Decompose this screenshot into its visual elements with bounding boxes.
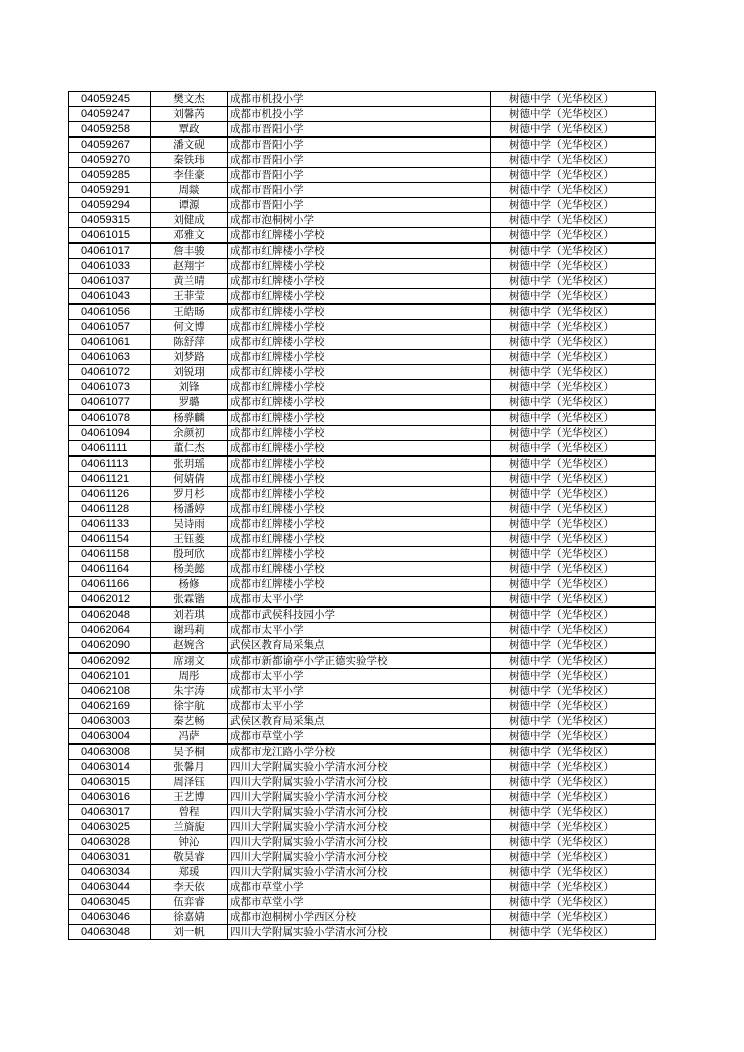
- table-row: [69, 517, 656, 532]
- table-row: [69, 213, 656, 228]
- student-name-cell: 杨美懿: [151, 562, 228, 577]
- campus-cell: 树德中学（光华校区）: [491, 895, 656, 910]
- student-name-cell: 周彤: [151, 669, 228, 684]
- campus-cell: 树德中学（光华校区）: [491, 760, 656, 775]
- student-name-cell: 赵婉含: [151, 638, 228, 654]
- student-id-cell: 04061094: [69, 426, 151, 441]
- student-name-cell: 吴予桐: [151, 744, 228, 760]
- student-id-cell: 04061133: [69, 517, 151, 532]
- school-cell: 成都市草堂小学: [228, 880, 491, 895]
- campus-cell: 树德中学（光华校区）: [491, 547, 656, 562]
- table-row: [69, 153, 656, 168]
- campus-cell: 树德中学（光华校区）: [491, 92, 656, 107]
- student-id-cell: 04061073: [69, 380, 151, 395]
- student-name-cell: 罗月杉: [151, 487, 228, 502]
- table-row: [69, 910, 656, 925]
- student-id-cell: 04062101: [69, 669, 151, 684]
- student-id-cell: 04063045: [69, 895, 151, 910]
- campus-cell: 树德中学（光华校区）: [491, 669, 656, 684]
- student-name-cell: 王艺博: [151, 790, 228, 805]
- table-row: [69, 699, 656, 714]
- campus-cell: 树德中学（光华校区）: [491, 380, 656, 395]
- table-row: [69, 320, 656, 335]
- student-id-cell: 04059245: [69, 92, 151, 107]
- school-cell: 成都市红牌楼小学校: [228, 410, 491, 426]
- table-row: [69, 472, 656, 487]
- school-cell: 武侯区教育局采集点: [228, 638, 491, 654]
- student-id-cell: 04063031: [69, 850, 151, 865]
- campus-cell: 树德中学（光华校区）: [491, 304, 656, 320]
- student-name-cell: 刘若琪: [151, 607, 228, 623]
- school-cell: 成都市红牌楼小学校: [228, 243, 491, 259]
- student-name-cell: 冯萨: [151, 729, 228, 745]
- school-cell: 成都市红牌楼小学校: [228, 532, 491, 547]
- student-id-cell: 04059315: [69, 213, 151, 228]
- student-name-cell: 刘锐珝: [151, 365, 228, 380]
- campus-cell: 树德中学（光华校区）: [491, 320, 656, 335]
- campus-cell: 树德中学（光华校区）: [491, 850, 656, 865]
- student-id-cell: 04061056: [69, 304, 151, 320]
- campus-cell: 树德中学（光华校区）: [491, 577, 656, 592]
- school-cell: 四川大学附属实验小学清水河分校: [228, 835, 491, 850]
- table-row: [69, 880, 656, 895]
- student-name-cell: 杨骅麟: [151, 410, 228, 426]
- table-row: [69, 820, 656, 835]
- student-id-cell: 04062108: [69, 684, 151, 699]
- student-name-cell: 谢玛莉: [151, 623, 228, 638]
- campus-cell: 树德中学（光华校区）: [491, 835, 656, 850]
- student-name-cell: 秦艺畅: [151, 714, 228, 729]
- table-row: [69, 760, 656, 775]
- campus-cell: 树德中学（光华校区）: [491, 714, 656, 729]
- table-row: [69, 304, 656, 320]
- table-row: [69, 380, 656, 395]
- student-id-cell: 04061158: [69, 547, 151, 562]
- campus-cell: 树德中学（光华校区）: [491, 775, 656, 790]
- campus-cell: 树德中学（光华校区）: [491, 137, 656, 153]
- student-id-cell: 04059285: [69, 168, 151, 183]
- campus-cell: 树德中学（光华校区）: [491, 653, 656, 669]
- school-cell: 武侯区教育局采集点: [228, 714, 491, 729]
- table-row: [69, 623, 656, 638]
- campus-cell: 树德中学（光华校区）: [491, 426, 656, 441]
- campus-cell: 树德中学（光华校区）: [491, 274, 656, 289]
- school-cell: 成都市红牌楼小学校: [228, 304, 491, 320]
- school-cell: 成都市泡桐树小学: [228, 213, 491, 228]
- table-row: [69, 805, 656, 820]
- school-cell: 成都市晋阳小学: [228, 168, 491, 183]
- table-row: [69, 243, 656, 259]
- student-name-cell: 覃政: [151, 122, 228, 138]
- campus-cell: 树德中学（光华校区）: [491, 790, 656, 805]
- student-name-cell: 刘馨芮: [151, 107, 228, 122]
- campus-cell: 树德中学（光华校区）: [491, 607, 656, 623]
- student-id-cell: 04062048: [69, 607, 151, 623]
- table-row: [69, 653, 656, 669]
- table-row: [69, 744, 656, 760]
- school-cell: 成都市红牌楼小学校: [228, 380, 491, 395]
- table-row: [69, 92, 656, 107]
- student-name-cell: 潘文砚: [151, 137, 228, 153]
- campus-cell: 树德中学（光华校区）: [491, 562, 656, 577]
- student-name-cell: 刘健成: [151, 213, 228, 228]
- table-row: [69, 410, 656, 426]
- student-id-cell: 04061015: [69, 228, 151, 244]
- school-cell: 成都市晋阳小学: [228, 153, 491, 168]
- school-cell: 成都市红牌楼小学校: [228, 456, 491, 472]
- campus-cell: 树德中学（光华校区）: [491, 153, 656, 168]
- school-cell: 四川大学附属实验小学清水河分校: [228, 805, 491, 820]
- table-row: [69, 562, 656, 577]
- student-name-cell: 赵翔宇: [151, 259, 228, 274]
- student-name-cell: 罗璐: [151, 395, 228, 411]
- student-id-cell: 04061043: [69, 289, 151, 305]
- school-cell: 成都市龙江路小学分校: [228, 744, 491, 760]
- school-cell: 四川大学附属实验小学清水河分校: [228, 775, 491, 790]
- campus-cell: 树德中学（光华校区）: [491, 925, 656, 940]
- school-cell: 成都市红牌楼小学校: [228, 350, 491, 365]
- school-cell: 成都市红牌楼小学校: [228, 259, 491, 274]
- student-id-cell: 04059247: [69, 107, 151, 122]
- campus-cell: 树德中学（光华校区）: [491, 168, 656, 183]
- student-id-cell: 04063034: [69, 865, 151, 880]
- student-id-cell: 04061063: [69, 350, 151, 365]
- student-id-cell: 04063004: [69, 729, 151, 745]
- school-cell: 四川大学附属实验小学清水河分校: [228, 850, 491, 865]
- student-id-cell: 04061061: [69, 335, 151, 350]
- student-id-cell: 04061078: [69, 410, 151, 426]
- student-id-cell: 04061057: [69, 320, 151, 335]
- student-id-cell: 04063028: [69, 835, 151, 850]
- student-name-cell: 刘一帆: [151, 925, 228, 940]
- student-id-cell: 04061154: [69, 532, 151, 547]
- school-cell: 成都市红牌楼小学校: [228, 395, 491, 411]
- student-id-cell: 04062012: [69, 592, 151, 608]
- table-row: [69, 729, 656, 745]
- school-cell: 成都市红牌楼小学校: [228, 562, 491, 577]
- school-cell: 成都市机投小学: [228, 107, 491, 122]
- student-name-cell: 陈舒萍: [151, 335, 228, 350]
- school-cell: 成都市红牌楼小学校: [228, 502, 491, 517]
- student-name-cell: 樊文杰: [151, 92, 228, 107]
- campus-cell: 树德中学（光华校区）: [491, 228, 656, 244]
- campus-cell: 树德中学（光华校区）: [491, 532, 656, 547]
- campus-cell: 树德中学（光华校区）: [491, 880, 656, 895]
- table-row: [69, 395, 656, 411]
- campus-cell: 树德中学（光华校区）: [491, 623, 656, 638]
- table-row: [69, 790, 656, 805]
- table-row: [69, 137, 656, 153]
- student-name-cell: 兰旖旎: [151, 820, 228, 835]
- student-name-cell: 黄兰晴: [151, 274, 228, 289]
- school-cell: 成都市红牌楼小学校: [228, 426, 491, 441]
- table-row: [69, 456, 656, 472]
- campus-cell: 树德中学（光华校区）: [491, 456, 656, 472]
- student-name-cell: 周燚: [151, 183, 228, 198]
- campus-cell: 树德中学（光华校区）: [491, 441, 656, 457]
- student-name-cell: 余颜初: [151, 426, 228, 441]
- student-name-cell: 徐宇航: [151, 699, 228, 714]
- student-id-cell: 04062092: [69, 653, 151, 669]
- table-row: [69, 335, 656, 350]
- table-row: [69, 638, 656, 654]
- student-id-cell: 04063015: [69, 775, 151, 790]
- table-row: [69, 592, 656, 608]
- campus-cell: 树德中学（光华校区）: [491, 289, 656, 305]
- school-cell: 四川大学附属实验小学清水河分校: [228, 760, 491, 775]
- student-id-cell: 04059270: [69, 153, 151, 168]
- student-name-cell: 董仁杰: [151, 441, 228, 457]
- school-cell: 成都市红牌楼小学校: [228, 335, 491, 350]
- campus-cell: 树德中学（光华校区）: [491, 744, 656, 760]
- table-row: [69, 259, 656, 274]
- student-id-cell: 04061072: [69, 365, 151, 380]
- school-cell: 成都市机投小学: [228, 92, 491, 107]
- student-id-cell: 04061128: [69, 502, 151, 517]
- student-id-cell: 04059291: [69, 183, 151, 198]
- student-name-cell: 曾程: [151, 805, 228, 820]
- school-cell: 成都市草堂小学: [228, 729, 491, 745]
- student-name-cell: 邓雅文: [151, 228, 228, 244]
- school-cell: 成都市武侯科技园小学: [228, 607, 491, 623]
- campus-cell: 树德中学（光华校区）: [491, 198, 656, 213]
- student-id-cell: 04063017: [69, 805, 151, 820]
- table-row: [69, 107, 656, 122]
- school-cell: 成都市草堂小学: [228, 895, 491, 910]
- table-row: [69, 895, 656, 910]
- campus-cell: 树德中学（光华校区）: [491, 350, 656, 365]
- student-id-cell: 04063003: [69, 714, 151, 729]
- student-id-cell: 04059294: [69, 198, 151, 213]
- table-row: [69, 835, 656, 850]
- student-name-cell: 王皓旸: [151, 304, 228, 320]
- school-cell: 成都市红牌楼小学校: [228, 517, 491, 532]
- student-id-cell: 04059267: [69, 137, 151, 153]
- student-name-cell: 杨潘婷: [151, 502, 228, 517]
- table-row: [69, 775, 656, 790]
- student-id-cell: 04062090: [69, 638, 151, 654]
- campus-cell: 树德中学（光华校区）: [491, 243, 656, 259]
- campus-cell: 树德中学（光华校区）: [491, 472, 656, 487]
- campus-cell: 树德中学（光华校区）: [491, 592, 656, 608]
- school-cell: 成都市太平小学: [228, 592, 491, 608]
- student-id-cell: 04059258: [69, 122, 151, 138]
- student-id-cell: 04061017: [69, 243, 151, 259]
- student-name-cell: 王钰菱: [151, 532, 228, 547]
- campus-cell: 树德中学（光华校区）: [491, 183, 656, 198]
- student-name-cell: 朱宇涛: [151, 684, 228, 699]
- student-name-cell: 敬昊睿: [151, 850, 228, 865]
- table-row: [69, 365, 656, 380]
- school-cell: 四川大学附属实验小学清水河分校: [228, 865, 491, 880]
- student-name-cell: 钟沁: [151, 835, 228, 850]
- table-row: [69, 502, 656, 517]
- student-id-cell: 04061077: [69, 395, 151, 411]
- student-name-cell: 秦铁玮: [151, 153, 228, 168]
- table-row: [69, 850, 656, 865]
- student-id-cell: 04063044: [69, 880, 151, 895]
- campus-cell: 树德中学（光华校区）: [491, 865, 656, 880]
- table-body: [69, 92, 656, 940]
- student-name-cell: 刘梦路: [151, 350, 228, 365]
- school-cell: 成都市泡桐树小学西区分校: [228, 910, 491, 925]
- campus-cell: 树德中学（光华校区）: [491, 410, 656, 426]
- student-name-cell: 吴诗雨: [151, 517, 228, 532]
- student-name-cell: 张馨月: [151, 760, 228, 775]
- school-cell: 成都市红牌楼小学校: [228, 289, 491, 305]
- campus-cell: 树德中学（光华校区）: [491, 365, 656, 380]
- school-cell: 成都市太平小学: [228, 684, 491, 699]
- school-cell: 成都市红牌楼小学校: [228, 441, 491, 457]
- school-cell: 四川大学附属实验小学清水河分校: [228, 820, 491, 835]
- school-cell: 成都市红牌楼小学校: [228, 577, 491, 592]
- school-cell: 成都市新都谕亭小学正德实验学校: [228, 653, 491, 669]
- table-row: [69, 426, 656, 441]
- table-row: [69, 487, 656, 502]
- school-cell: 成都市晋阳小学: [228, 198, 491, 213]
- campus-cell: 树德中学（光华校区）: [491, 122, 656, 138]
- student-name-cell: 殷珂欣: [151, 547, 228, 562]
- table-row: [69, 669, 656, 684]
- campus-cell: 树德中学（光华校区）: [491, 487, 656, 502]
- student-id-cell: 04062169: [69, 699, 151, 714]
- table-row: [69, 684, 656, 699]
- campus-cell: 树德中学（光华校区）: [491, 820, 656, 835]
- school-cell: 成都市红牌楼小学校: [228, 487, 491, 502]
- table-row: [69, 228, 656, 244]
- student-id-cell: 04063048: [69, 925, 151, 940]
- admission-table: [68, 91, 656, 940]
- campus-cell: 树德中学（光华校区）: [491, 335, 656, 350]
- student-name-cell: 张霖锴: [151, 592, 228, 608]
- table-row: [69, 350, 656, 365]
- student-id-cell: 04061033: [69, 259, 151, 274]
- campus-cell: 树德中学（光华校区）: [491, 805, 656, 820]
- school-cell: 成都市红牌楼小学校: [228, 547, 491, 562]
- school-cell: 成都市晋阳小学: [228, 183, 491, 198]
- table-row: [69, 532, 656, 547]
- school-cell: 成都市太平小学: [228, 623, 491, 638]
- school-cell: 成都市太平小学: [228, 699, 491, 714]
- campus-cell: 树德中学（光华校区）: [491, 502, 656, 517]
- campus-cell: 树德中学（光华校区）: [491, 259, 656, 274]
- table-row: [69, 198, 656, 213]
- student-id-cell: 04063008: [69, 744, 151, 760]
- campus-cell: 树德中学（光华校区）: [491, 107, 656, 122]
- student-name-cell: 席翊文: [151, 653, 228, 669]
- campus-cell: 树德中学（光华校区）: [491, 684, 656, 699]
- school-cell: 成都市红牌楼小学校: [228, 320, 491, 335]
- table-row: [69, 547, 656, 562]
- table-row: [69, 925, 656, 940]
- campus-cell: 树德中学（光华校区）: [491, 395, 656, 411]
- table-row: [69, 577, 656, 592]
- student-id-cell: 04061164: [69, 562, 151, 577]
- school-cell: 成都市红牌楼小学校: [228, 228, 491, 244]
- student-id-cell: 04061166: [69, 577, 151, 592]
- table-row: [69, 122, 656, 138]
- student-name-cell: 李天依: [151, 880, 228, 895]
- table-row: [69, 274, 656, 289]
- student-id-cell: 04061111: [69, 441, 151, 457]
- school-cell: 成都市红牌楼小学校: [228, 472, 491, 487]
- student-id-cell: 04063046: [69, 910, 151, 925]
- campus-cell: 树德中学（光华校区）: [491, 699, 656, 714]
- student-name-cell: 周泽钰: [151, 775, 228, 790]
- student-name-cell: 刘锋: [151, 380, 228, 395]
- table-row: [69, 168, 656, 183]
- student-name-cell: 伍弈睿: [151, 895, 228, 910]
- school-cell: 四川大学附属实验小学清水河分校: [228, 925, 491, 940]
- table-row: [69, 607, 656, 623]
- student-id-cell: 04061126: [69, 487, 151, 502]
- student-id-cell: 04063025: [69, 820, 151, 835]
- campus-cell: 树德中学（光华校区）: [491, 638, 656, 654]
- student-id-cell: 04063016: [69, 790, 151, 805]
- school-cell: 四川大学附属实验小学清水河分校: [228, 790, 491, 805]
- campus-cell: 树德中学（光华校区）: [491, 729, 656, 745]
- student-name-cell: 王菲莹: [151, 289, 228, 305]
- student-id-cell: 04063014: [69, 760, 151, 775]
- student-id-cell: 04061113: [69, 456, 151, 472]
- student-name-cell: 李佳豪: [151, 168, 228, 183]
- student-name-cell: 詹丰骏: [151, 243, 228, 259]
- student-name-cell: 何文博: [151, 320, 228, 335]
- student-name-cell: 谭源: [151, 198, 228, 213]
- student-name-cell: 徐嘉婧: [151, 910, 228, 925]
- student-id-cell: 04062064: [69, 623, 151, 638]
- student-id-cell: 04061037: [69, 274, 151, 289]
- school-cell: 成都市晋阳小学: [228, 137, 491, 153]
- table-row: [69, 183, 656, 198]
- student-name-cell: 何婧倩: [151, 472, 228, 487]
- student-name-cell: 郑瑗: [151, 865, 228, 880]
- school-cell: 成都市太平小学: [228, 669, 491, 684]
- school-cell: 成都市红牌楼小学校: [228, 274, 491, 289]
- table-row: [69, 714, 656, 729]
- campus-cell: 树德中学（光华校区）: [491, 910, 656, 925]
- student-name-cell: 张玥瑶: [151, 456, 228, 472]
- campus-cell: 树德中学（光华校区）: [491, 517, 656, 532]
- student-id-cell: 04061121: [69, 472, 151, 487]
- student-name-cell: 杨修: [151, 577, 228, 592]
- table-row: [69, 289, 656, 305]
- campus-cell: 树德中学（光华校区）: [491, 213, 656, 228]
- table-row: [69, 865, 656, 880]
- school-cell: 成都市晋阳小学: [228, 122, 491, 138]
- school-cell: 成都市红牌楼小学校: [228, 365, 491, 380]
- table-row: [69, 441, 656, 457]
